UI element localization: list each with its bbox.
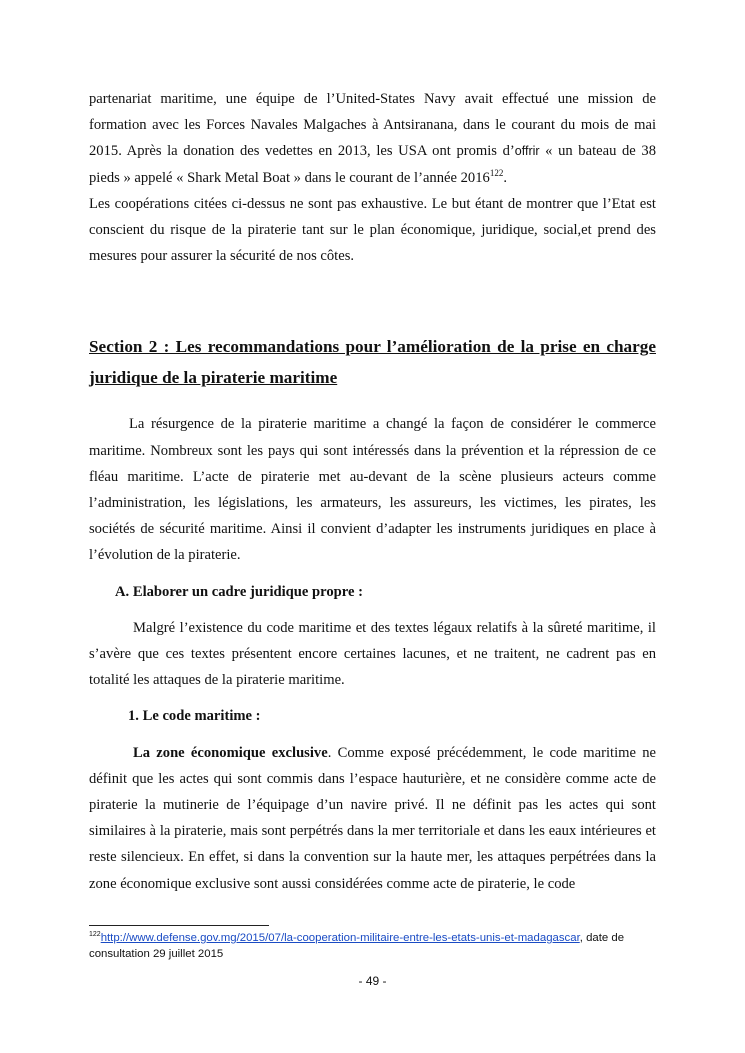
section-title: Section 2 : Les recommandations pour l’amélioration de la prise en charge juridique de la piraterie maritime (89, 337, 656, 388)
footnote-separator (89, 925, 269, 926)
footnote-reference[interactable]: 122 (489, 167, 504, 178)
page-number: - 49 - (358, 974, 387, 988)
subsection-1-heading: 1. Le code maritime : (128, 708, 261, 725)
footnote-link[interactable]: http://www.defense.gov.mg/2015/07/la-cooperation-militaire-entre-les-etats-unis-et-madagascar (100, 932, 580, 944)
paragraph-text: partenariat maritime, une équipe de l’United-States Navy avait effectué une mission de formation avec les Forces Navales Malgaches à Antsiranana, dans le courant du mois de mai 2015. Après la donation des vedettes en 2013, les USA ont promis d’ (89, 91, 656, 160)
paragraph-partnership (89, 86, 656, 191)
section-intro-paragraph: La résurgence de la piraterie maritime a changé la façon de considérer le commerce maritime. Nombreux sont les pays qui sont intéressés dans la prévention et la répression de ce fléau maritime. L’acte de piraterie met au-devant de la scène plusieurs acteurs comme l’administration, les législations, les armateurs, les assureurs, les victimes, les pirates, les sociétés de sécurité maritime. Ainsi il convient d’adapter les instruments juridiques en place à l’évolution de la piraterie. (89, 416, 656, 564)
footnote (89, 930, 659, 962)
page-body (89, 86, 656, 897)
word-offrir: offrir (514, 144, 540, 159)
paragraph-cooperations: Les coopérations citées ci-dessus ne sont pas exhaustive. Le but étant de montrer que l’Etat est conscient du risque de la piraterie tant sur le plan économique, juridique, social,et prend des mesures pour assurer la sécurité de nos côtes. (89, 195, 656, 265)
subsection-1-paragraph (89, 740, 656, 897)
paragraph-text: « un bateau de 38 pieds » appelé « Shark Metal Boat » dans le courant de l’année 2016 (89, 143, 656, 186)
subsection-a-heading: A. Elaborer un cadre juridique propre : (115, 583, 363, 600)
footnote-number: 122 (89, 931, 101, 938)
paragraph-text: . Comme exposé précédemment, le code maritime ne définit que les actes qui sont commis dans l’espace hauturière, et ne considère comme acte de piraterie la mutinerie de l’équipage d’un navire privé. Il ne définit pas les actes qui sont similaires à la piraterie, mais sont perpétrés dans la mer territoriale et dans les eaux intérieures et reste silencieux. En effet, si dans la convention sur la haute mer, les attaques perpétrées dans la zone économique exclusive sont aussi considérées comme acte de piraterie, le code (89, 744, 656, 892)
footnote-text: , date de consultation 29 juillet 2015 (89, 932, 625, 960)
subsection-a-paragraph: Malgré l’existence du code maritime et des textes légaux relatifs à la sûreté maritime, il s’avère que ces textes présentent encore certaines lacunes, et ne traitent, ne cadrent pas en totalité les attaques de la piraterie maritime. (89, 619, 656, 689)
paragraph-end: . (503, 169, 507, 186)
bold-lead-term: La zone économique exclusive (133, 744, 328, 761)
